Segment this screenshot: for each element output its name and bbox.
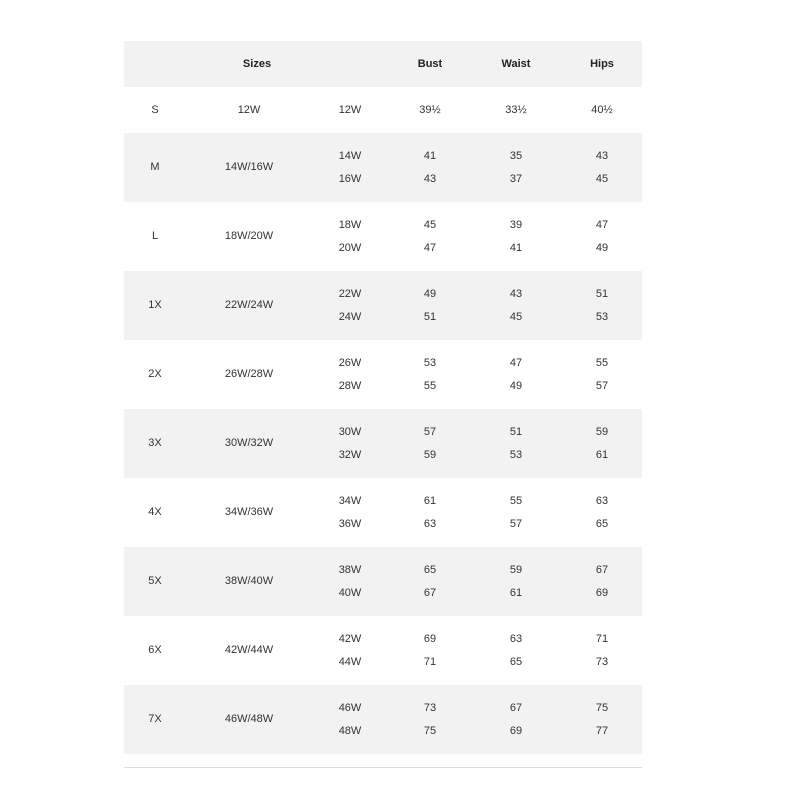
cell-waist: 55 <box>509 495 523 507</box>
cell-w: 42W <box>338 633 362 645</box>
cell-waist: 47 <box>509 357 523 369</box>
cell-hips: 67 <box>595 564 609 576</box>
size-chart-table <box>124 41 642 754</box>
cell-size: 3X <box>148 437 162 449</box>
cell-w: 16W <box>338 173 362 185</box>
cell-waist: 35 <box>509 150 523 162</box>
table-row <box>124 340 642 409</box>
cell-w: 46W <box>338 702 362 714</box>
cell-waist: 33½ <box>505 104 527 116</box>
cell-size: S <box>151 104 159 116</box>
cell-size: M <box>150 161 160 173</box>
cell-range: 46W/48W <box>224 713 274 725</box>
cell-size: 4X <box>148 506 162 518</box>
cell-range: 42W/44W <box>224 644 274 656</box>
bottom-divider <box>124 767 642 768</box>
cell-hips: 75 <box>595 702 609 714</box>
cell-bust: 67 <box>423 587 437 599</box>
cell-range: 22W/24W <box>224 299 274 311</box>
cell-range: 18W/20W <box>224 230 274 242</box>
cell-hips: 65 <box>595 518 609 530</box>
cell-waist: 61 <box>509 587 523 599</box>
cell-bust: 45 <box>423 219 437 231</box>
cell-hips: 71 <box>595 633 609 645</box>
cell-hips: 63 <box>595 495 609 507</box>
cell-range: 26W/28W <box>224 368 274 380</box>
table-row <box>124 409 642 478</box>
cell-bust: 75 <box>423 725 437 737</box>
cell-bust: 39½ <box>419 104 441 116</box>
cell-waist: 59 <box>509 564 523 576</box>
cell-range: 34W/36W <box>224 506 274 518</box>
cell-w: 48W <box>338 725 362 737</box>
cell-waist: 49 <box>509 380 523 392</box>
cell-waist: 43 <box>509 288 523 300</box>
cell-w: 44W <box>338 656 362 668</box>
cell-bust: 43 <box>423 173 437 185</box>
cell-bust: 55 <box>423 380 437 392</box>
cell-hips: 55 <box>595 357 609 369</box>
cell-range: 30W/32W <box>224 437 274 449</box>
table-row <box>124 685 642 754</box>
table-row <box>124 133 642 202</box>
cell-hips: 47 <box>595 219 609 231</box>
cell-waist: 67 <box>509 702 523 714</box>
cell-range: 14W/16W <box>224 161 274 173</box>
cell-hips: 57 <box>595 380 609 392</box>
cell-bust: 47 <box>423 242 437 254</box>
cell-hips: 73 <box>595 656 609 668</box>
cell-hips: 49 <box>595 242 609 254</box>
cell-waist: 63 <box>509 633 523 645</box>
table-row <box>124 478 642 547</box>
cell-range: 12W <box>237 104 261 116</box>
cell-bust: 63 <box>423 518 437 530</box>
cell-size: 7X <box>148 713 162 725</box>
cell-w: 22W <box>338 288 362 300</box>
cell-bust: 53 <box>423 357 437 369</box>
cell-bust: 41 <box>423 150 437 162</box>
cell-bust: 69 <box>423 633 437 645</box>
cell-bust: 49 <box>423 288 437 300</box>
cell-size: 2X <box>148 368 162 380</box>
header-hips: Hips <box>590 58 614 70</box>
cell-w: 12W <box>338 104 362 116</box>
cell-bust: 65 <box>423 564 437 576</box>
cell-bust: 57 <box>423 426 437 438</box>
cell-bust: 71 <box>423 656 437 668</box>
header-sizes: Sizes <box>242 58 272 70</box>
cell-hips: 51 <box>595 288 609 300</box>
cell-waist: 39 <box>509 219 523 231</box>
cell-w: 40W <box>338 587 362 599</box>
cell-hips: 45 <box>595 173 609 185</box>
cell-w: 26W <box>338 357 362 369</box>
cell-w: 20W <box>338 242 362 254</box>
cell-size: L <box>151 230 159 242</box>
cell-waist: 65 <box>509 656 523 668</box>
cell-waist: 51 <box>509 426 523 438</box>
cell-w: 18W <box>338 219 362 231</box>
header-waist: Waist <box>501 58 531 70</box>
cell-hips: 43 <box>595 150 609 162</box>
cell-w: 24W <box>338 311 362 323</box>
cell-hips: 53 <box>595 311 609 323</box>
cell-bust: 51 <box>423 311 437 323</box>
cell-range: 38W/40W <box>224 575 274 587</box>
cell-hips: 59 <box>595 426 609 438</box>
cell-size: 5X <box>148 575 162 587</box>
cell-size: 6X <box>148 644 162 656</box>
table-body <box>124 133 642 754</box>
cell-w: 30W <box>338 426 362 438</box>
header-bust: Bust <box>417 58 443 70</box>
cell-w: 36W <box>338 518 362 530</box>
cell-hips: 40½ <box>591 104 613 116</box>
cell-hips: 77 <box>595 725 609 737</box>
cell-bust: 61 <box>423 495 437 507</box>
cell-bust: 59 <box>423 449 437 461</box>
cell-w: 34W <box>338 495 362 507</box>
cell-waist: 57 <box>509 518 523 530</box>
table-row <box>124 202 642 271</box>
cell-waist: 41 <box>509 242 523 254</box>
cell-hips: 69 <box>595 587 609 599</box>
table-row <box>124 271 642 340</box>
cell-bust: 73 <box>423 702 437 714</box>
cell-waist: 53 <box>509 449 523 461</box>
cell-hips: 61 <box>595 449 609 461</box>
table-header-row <box>124 41 642 87</box>
cell-waist: 69 <box>509 725 523 737</box>
cell-w: 38W <box>338 564 362 576</box>
cell-waist: 37 <box>509 173 523 185</box>
table-row <box>124 87 642 133</box>
table-row <box>124 547 642 616</box>
cell-w: 32W <box>338 449 362 461</box>
cell-w: 28W <box>338 380 362 392</box>
cell-w: 14W <box>338 150 362 162</box>
cell-waist: 45 <box>509 311 523 323</box>
cell-size: 1X <box>148 299 162 311</box>
table-row <box>124 616 642 685</box>
